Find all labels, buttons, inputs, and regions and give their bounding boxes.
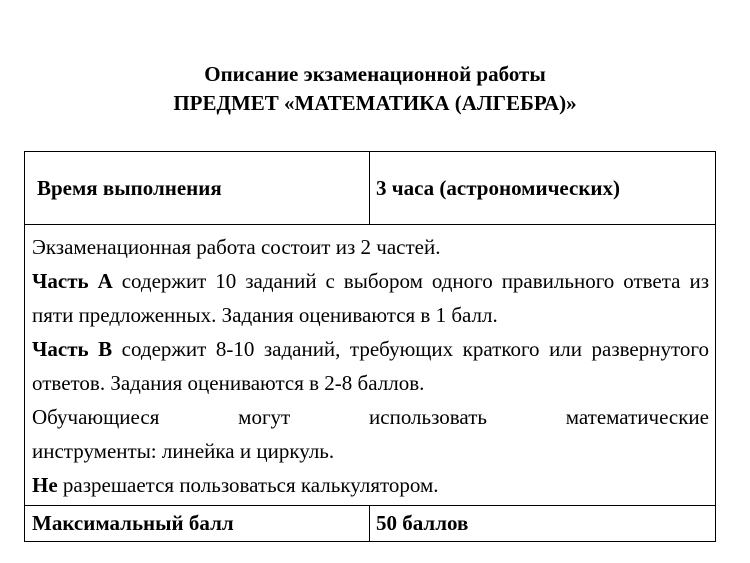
part-a-label: Часть А bbox=[32, 269, 113, 293]
title-line-1: Описание экзаменационной работы bbox=[204, 62, 546, 86]
intro-paragraph: Экзаменационная работа состоит из 2 частей. bbox=[32, 235, 441, 259]
part-a-text: содержит 10 заданий с выбором одного правильного ответа из пяти предложенных. Задания оцениваются в 1 балл. bbox=[32, 269, 709, 327]
document-title bbox=[0, 60, 750, 118]
time-value: 3 часа (астрономических) bbox=[370, 152, 716, 225]
time-label: Время выполнения bbox=[25, 152, 370, 225]
max-score-value: 50 баллов bbox=[370, 506, 716, 542]
description-cell bbox=[25, 225, 716, 506]
max-score-label: Максимальный балл bbox=[25, 506, 370, 542]
tools-line-1: Обучающиеся могут использовать математические bbox=[32, 405, 709, 429]
title-line-2: ПРЕДМЕТ «МАТЕМАТИКА (АЛГЕБРА)» bbox=[173, 91, 577, 115]
part-b-paragraph bbox=[32, 332, 709, 400]
exam-info-table bbox=[24, 151, 716, 542]
description-row bbox=[25, 225, 716, 506]
tools-line-2: инструменты: линейка и циркуль. bbox=[32, 439, 335, 463]
time-row bbox=[25, 152, 716, 225]
part-a-paragraph bbox=[32, 264, 709, 332]
not-text: разрешается пользоваться калькулятором. bbox=[57, 473, 439, 497]
part-b-label: Часть В bbox=[32, 337, 113, 361]
not-label: Не bbox=[32, 473, 58, 497]
calculator-paragraph bbox=[32, 468, 709, 502]
part-b-text: содержит 8-10 заданий, требующих краткого или развернутого ответов. Задания оцениваются в 2-8 баллов. bbox=[32, 337, 709, 395]
max-score-row bbox=[25, 506, 716, 542]
